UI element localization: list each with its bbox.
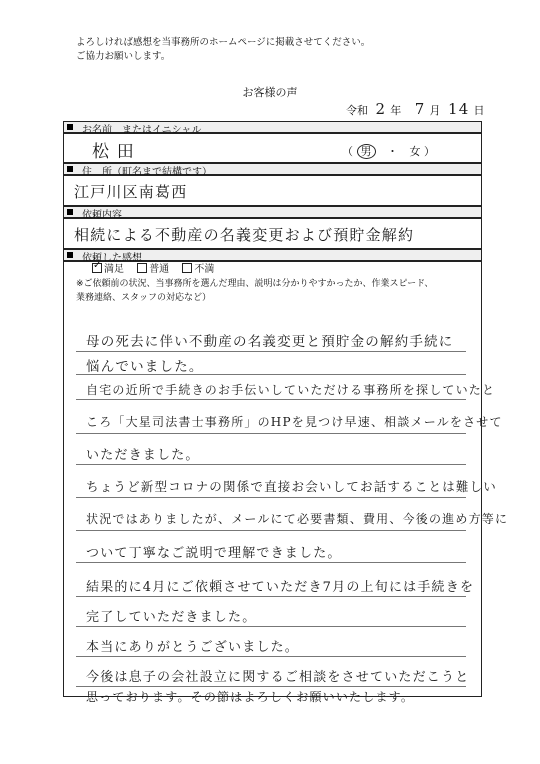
gender-female: 女	[409, 145, 421, 158]
comment-line: 悩んでいました。	[86, 359, 204, 375]
comment-line: ころ「大星司法書士事務所」のHPを見つけ早速、相談メールをさせて	[86, 415, 503, 429]
impression-note-2: 業務連絡、スタッフの対応など）	[76, 293, 212, 303]
checkbox-checked-icon	[92, 263, 102, 273]
request-value: 相続による不動産の名義変更および預貯金解約	[74, 226, 415, 244]
checkbox-icon	[182, 263, 192, 273]
request-box	[63, 218, 482, 249]
ruled-line	[76, 686, 466, 687]
date-month: 7	[414, 100, 426, 118]
gender-male: 男	[357, 144, 376, 159]
request-section-label: 依頼内容	[82, 210, 122, 221]
header-line-2: ご協力お願いします。	[76, 51, 171, 62]
address-section-header	[63, 163, 482, 178]
comment-line: 今後は息子の会社設立に関するご相談をさせていただこうと	[86, 670, 470, 685]
date-month-unit: 月	[429, 104, 441, 117]
option-normal[interactable]: 普通	[137, 264, 169, 275]
option-dissatisfied[interactable]: 不満	[182, 264, 214, 275]
name-value: 松 田	[92, 142, 136, 162]
ruled-line	[76, 497, 466, 498]
comment-line: ついて丁寧なご説明で理解できました。	[86, 546, 342, 561]
request-section-header	[63, 206, 482, 221]
name-section-label: お名前 またはイニシャル	[82, 125, 202, 136]
ruled-line	[76, 626, 466, 627]
comment-line: 自宅の近所で手続きのお手伝いしていただける事務所を探していたと	[86, 383, 496, 397]
comment-line: 完了していただきました。	[86, 610, 257, 625]
comment-line: 母の死去に伴い不動産の名義変更と預貯金の解約手続に	[86, 334, 454, 350]
comment-line: 本当にありがとうございました。	[86, 640, 300, 655]
ruled-line	[76, 530, 466, 531]
date-year-unit: 年	[390, 104, 402, 117]
ruled-line	[76, 351, 466, 352]
ruled-line	[76, 562, 466, 563]
ruled-line	[76, 399, 466, 400]
comment-line: 結果的に4月にご依頼させていただき7月の上旬には手続きを	[86, 580, 475, 595]
date-day-unit: 日	[473, 104, 485, 117]
date-year: 2	[375, 100, 387, 118]
comment-line: 状況ではありましたが、メールにて必要書類、費用、今後の進め方等に	[86, 512, 509, 526]
date	[346, 100, 485, 118]
option-satisfied[interactable]: ✓満足	[92, 264, 124, 275]
date-era: 令和	[346, 104, 368, 117]
ruled-line	[76, 596, 466, 597]
comment-line: ちょうど新型コロナの関係で直接お会いしてお話することは難しい	[86, 479, 498, 494]
address-value: 江戸川区南葛西	[74, 183, 188, 201]
bullet-icon	[67, 124, 73, 130]
gender-separator: ・	[387, 145, 398, 158]
satisfaction-options	[92, 263, 214, 277]
name-box	[63, 133, 482, 163]
impression-section-header	[63, 249, 482, 264]
comment-line: いただきました。	[86, 448, 200, 463]
comment-line: 思っております。その節はよろしくお願いいたします。	[86, 690, 415, 704]
impression-note-1: ※ご依頼前の状況、当事務所を選んだ理由、説明は分かりやすかったか、作業スピード、	[76, 279, 434, 289]
ruled-line	[76, 464, 466, 465]
header-line-1: よろしければ感想を当事務所のホームページに掲載させてください。	[76, 37, 371, 48]
impression-section-label: 依頼した感想	[82, 253, 142, 264]
address-box	[63, 175, 482, 206]
ruled-line	[76, 656, 466, 657]
gender-selector: （ 男 ・ 女 ）	[342, 145, 435, 158]
bullet-icon	[67, 252, 73, 258]
bullet-icon	[67, 209, 73, 215]
name-section-header	[63, 121, 482, 136]
ruled-line	[76, 433, 466, 434]
bullet-icon	[67, 166, 73, 172]
date-day: 14	[448, 100, 470, 118]
address-section-label: 住 所（町名まで結構です）	[82, 167, 212, 178]
checkbox-icon	[137, 263, 147, 273]
page-title: お客様の声	[242, 86, 298, 99]
